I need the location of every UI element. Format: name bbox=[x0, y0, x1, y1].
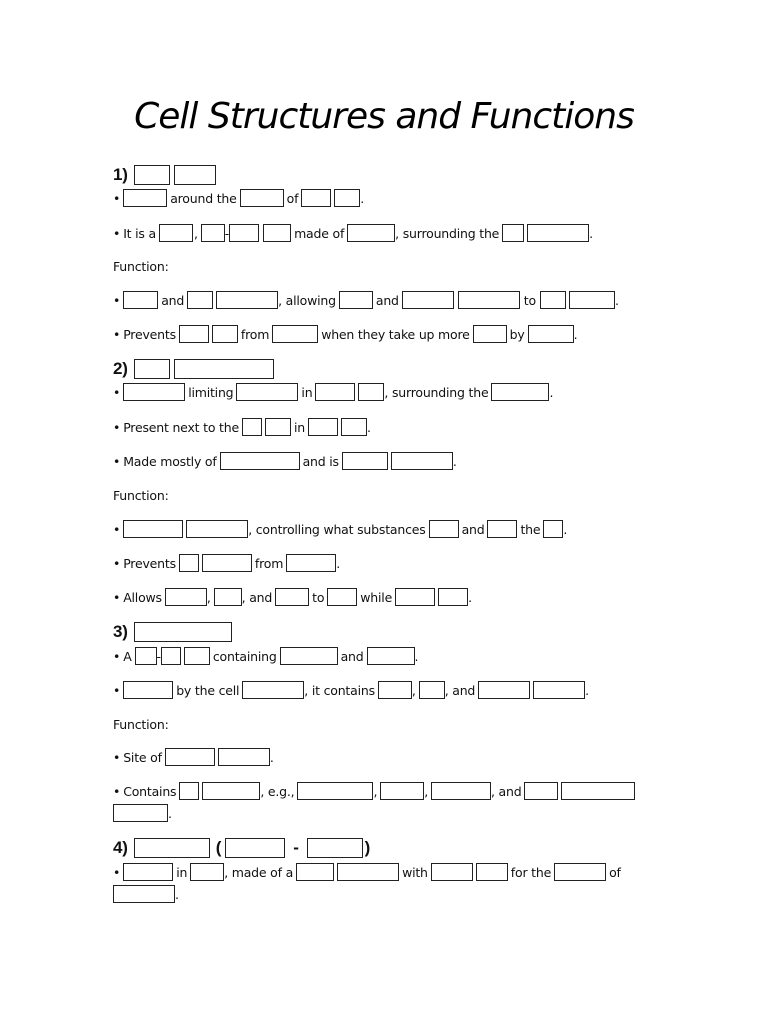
blank[interactable] bbox=[263, 224, 291, 242]
blank[interactable] bbox=[476, 863, 508, 881]
section-number: 4) bbox=[113, 838, 128, 857]
bullet: • bbox=[113, 648, 121, 664]
text: . bbox=[573, 326, 578, 342]
s1-function-1 bbox=[113, 289, 619, 311]
text: , bbox=[206, 589, 211, 605]
text: . bbox=[366, 419, 371, 435]
blank[interactable] bbox=[242, 681, 304, 699]
blank[interactable] bbox=[229, 224, 259, 242]
blank[interactable] bbox=[174, 165, 216, 185]
bullet: • bbox=[113, 326, 121, 342]
blank[interactable] bbox=[214, 588, 242, 606]
text: to bbox=[312, 589, 325, 605]
bullet: • bbox=[113, 419, 121, 435]
blank[interactable] bbox=[431, 782, 491, 800]
text: , allowing bbox=[278, 292, 336, 308]
blank[interactable] bbox=[212, 325, 238, 343]
blank[interactable] bbox=[419, 681, 445, 699]
blank[interactable] bbox=[297, 782, 373, 800]
text: - bbox=[224, 225, 230, 241]
text: Prevents bbox=[123, 555, 176, 571]
blank[interactable] bbox=[179, 325, 209, 343]
bullet: • bbox=[113, 864, 121, 880]
close-paren: ) bbox=[364, 838, 371, 857]
bullet: • bbox=[113, 190, 121, 206]
blank[interactable] bbox=[265, 418, 291, 436]
blank[interactable] bbox=[123, 291, 158, 309]
blank[interactable] bbox=[202, 782, 260, 800]
blank[interactable] bbox=[240, 189, 284, 207]
text: containing bbox=[212, 648, 277, 664]
bullet: • bbox=[113, 292, 121, 308]
text: limiting bbox=[188, 384, 234, 400]
text: . bbox=[589, 225, 593, 241]
blank[interactable] bbox=[487, 520, 517, 538]
section-3-heading bbox=[113, 621, 232, 643]
blank[interactable] bbox=[543, 520, 563, 538]
blank[interactable] bbox=[431, 863, 473, 881]
blank[interactable] bbox=[395, 588, 435, 606]
blank[interactable] bbox=[327, 588, 357, 606]
bullet: • bbox=[113, 589, 121, 605]
blank[interactable] bbox=[123, 863, 173, 881]
blank[interactable] bbox=[524, 782, 558, 800]
section-1-heading bbox=[113, 164, 216, 186]
s2-bullet-2 bbox=[113, 416, 371, 438]
text: Prevents bbox=[123, 326, 176, 342]
blank[interactable] bbox=[134, 838, 210, 858]
blank[interactable] bbox=[458, 291, 520, 309]
s2-function-3 bbox=[113, 586, 472, 608]
bullet: • bbox=[113, 682, 121, 698]
text: , surrounding the bbox=[395, 225, 500, 241]
blank[interactable] bbox=[179, 554, 199, 572]
s1-function-2 bbox=[113, 323, 577, 345]
text: , surrounding the bbox=[384, 384, 489, 400]
text: , and bbox=[241, 589, 273, 605]
text: . bbox=[549, 384, 554, 400]
text: from bbox=[254, 555, 284, 571]
section-number: 1) bbox=[113, 165, 128, 184]
bullet: • bbox=[113, 225, 121, 241]
bullet: • bbox=[113, 521, 121, 537]
blank[interactable] bbox=[113, 885, 175, 903]
blank[interactable] bbox=[123, 520, 183, 538]
text: and is bbox=[302, 453, 339, 469]
s3-bullet-2 bbox=[113, 679, 589, 701]
text: A bbox=[123, 648, 132, 664]
text: . bbox=[360, 190, 365, 206]
s1-bullet-1 bbox=[113, 187, 364, 209]
blank[interactable] bbox=[367, 647, 415, 665]
s4-bullet-1-cont bbox=[113, 883, 179, 905]
text: of bbox=[286, 190, 299, 206]
s2-function-1 bbox=[113, 518, 567, 540]
text: , bbox=[193, 225, 198, 241]
function-label bbox=[113, 255, 169, 277]
text: , it contains bbox=[304, 682, 375, 698]
text: , bbox=[373, 783, 378, 799]
text: , made of a bbox=[224, 864, 294, 880]
blank[interactable] bbox=[184, 647, 210, 665]
blank[interactable] bbox=[179, 782, 199, 800]
function-label bbox=[113, 713, 169, 735]
dash: - bbox=[293, 838, 299, 857]
blank[interactable] bbox=[174, 359, 274, 379]
text: in bbox=[293, 419, 305, 435]
blank[interactable] bbox=[202, 554, 252, 572]
s3-function-2 bbox=[113, 780, 635, 802]
blank[interactable] bbox=[296, 863, 334, 881]
blank[interactable] bbox=[165, 588, 207, 606]
s1-bullet-2 bbox=[113, 222, 593, 244]
section-number: 3) bbox=[113, 622, 128, 641]
text: Site of bbox=[123, 749, 162, 765]
page-title: Cell Structures and Functions bbox=[134, 96, 634, 137]
blank[interactable] bbox=[429, 520, 459, 538]
text: , bbox=[411, 682, 416, 698]
text: with bbox=[402, 864, 428, 880]
text: made of bbox=[294, 225, 345, 241]
blank[interactable] bbox=[220, 452, 300, 470]
text: . bbox=[452, 453, 457, 469]
blank[interactable] bbox=[502, 224, 524, 242]
blank[interactable] bbox=[341, 418, 367, 436]
blank[interactable] bbox=[402, 291, 454, 309]
blank[interactable] bbox=[272, 325, 318, 343]
blank[interactable] bbox=[218, 748, 270, 766]
text: to bbox=[523, 292, 536, 308]
blank[interactable] bbox=[242, 418, 262, 436]
blank[interactable] bbox=[561, 782, 635, 800]
text: . bbox=[414, 648, 419, 664]
text: and bbox=[375, 292, 399, 308]
blank[interactable] bbox=[380, 782, 424, 800]
text: from bbox=[240, 326, 270, 342]
bullet: • bbox=[113, 384, 121, 400]
bullet: • bbox=[113, 749, 121, 765]
blank[interactable] bbox=[161, 647, 181, 665]
text: . bbox=[168, 805, 172, 821]
text: for the bbox=[510, 864, 552, 880]
blank[interactable] bbox=[135, 647, 157, 665]
text: while bbox=[360, 589, 393, 605]
text: and bbox=[461, 521, 485, 537]
blank[interactable] bbox=[123, 383, 185, 401]
text: It is a bbox=[123, 225, 156, 241]
s3-function-1 bbox=[113, 746, 274, 768]
blank[interactable] bbox=[186, 520, 248, 538]
text: . bbox=[563, 521, 568, 537]
text: and bbox=[161, 292, 185, 308]
text: . bbox=[585, 682, 589, 698]
blank[interactable] bbox=[123, 681, 173, 699]
blank[interactable] bbox=[533, 681, 585, 699]
blank[interactable] bbox=[275, 588, 309, 606]
s3-function-2-cont bbox=[113, 802, 172, 824]
text: by the cell bbox=[176, 682, 240, 698]
blank[interactable] bbox=[201, 224, 225, 242]
blank[interactable] bbox=[286, 554, 336, 572]
blank[interactable] bbox=[391, 452, 453, 470]
text: Function: bbox=[113, 487, 169, 503]
text: Present next to the bbox=[123, 419, 239, 435]
text: . bbox=[269, 749, 274, 765]
text: , bbox=[424, 783, 429, 799]
blank[interactable] bbox=[478, 681, 530, 699]
text: . bbox=[336, 555, 340, 571]
bullet: • bbox=[113, 555, 121, 571]
blank[interactable] bbox=[491, 383, 549, 401]
section-4-heading bbox=[113, 837, 374, 859]
blank[interactable] bbox=[527, 224, 589, 242]
blank[interactable] bbox=[236, 383, 298, 401]
blank[interactable] bbox=[334, 189, 360, 207]
blank[interactable] bbox=[134, 165, 170, 185]
text: in bbox=[301, 384, 313, 400]
blank[interactable] bbox=[339, 291, 373, 309]
blank[interactable] bbox=[190, 863, 224, 881]
blank[interactable] bbox=[308, 418, 338, 436]
text: and bbox=[340, 648, 364, 664]
text: the bbox=[520, 521, 541, 537]
bullet: • bbox=[113, 783, 121, 799]
blank[interactable] bbox=[569, 291, 615, 309]
blank[interactable] bbox=[347, 224, 395, 242]
text: . bbox=[614, 292, 619, 308]
text: around the bbox=[170, 190, 237, 206]
blank[interactable] bbox=[540, 291, 566, 309]
blank[interactable] bbox=[134, 359, 170, 379]
section-number: 2) bbox=[113, 359, 128, 378]
text: - bbox=[156, 648, 161, 664]
blank[interactable] bbox=[159, 224, 193, 242]
text: . bbox=[175, 886, 179, 902]
s3-bullet-1 bbox=[113, 645, 418, 667]
s4-bullet-1 bbox=[113, 861, 624, 883]
function-label bbox=[113, 484, 169, 506]
text: , e.g., bbox=[260, 783, 295, 799]
s2-function-2 bbox=[113, 552, 340, 574]
blank[interactable] bbox=[280, 647, 338, 665]
blank[interactable] bbox=[123, 189, 167, 207]
blank[interactable] bbox=[342, 452, 388, 470]
text: , and bbox=[491, 783, 522, 799]
text: when they take up more bbox=[321, 326, 470, 342]
s2-bullet-3 bbox=[113, 450, 457, 472]
text: , controlling what substances bbox=[248, 521, 426, 537]
blank[interactable] bbox=[438, 588, 468, 606]
blank[interactable] bbox=[358, 383, 384, 401]
blank[interactable] bbox=[554, 863, 606, 881]
text: Function: bbox=[113, 258, 169, 274]
section-2-heading bbox=[113, 358, 274, 380]
text: Made mostly of bbox=[123, 453, 217, 469]
blank[interactable] bbox=[307, 838, 363, 858]
blank[interactable] bbox=[315, 383, 355, 401]
blank[interactable] bbox=[134, 622, 232, 642]
blank[interactable] bbox=[337, 863, 399, 881]
text: Function: bbox=[113, 716, 169, 732]
text: in bbox=[176, 864, 188, 880]
text: of bbox=[609, 864, 621, 880]
bullet: • bbox=[113, 453, 121, 469]
blank[interactable] bbox=[187, 291, 213, 309]
blank[interactable] bbox=[378, 681, 412, 699]
blank[interactable] bbox=[301, 189, 331, 207]
text: , and bbox=[444, 682, 476, 698]
text: Contains bbox=[123, 783, 177, 799]
s2-bullet-1 bbox=[113, 381, 553, 403]
blank[interactable] bbox=[473, 325, 507, 343]
text: Allows bbox=[123, 589, 162, 605]
blank[interactable] bbox=[216, 291, 278, 309]
blank[interactable] bbox=[225, 838, 285, 858]
blank[interactable] bbox=[528, 325, 574, 343]
blank[interactable] bbox=[165, 748, 215, 766]
open-paren: ( bbox=[215, 838, 222, 857]
text: . bbox=[468, 589, 472, 605]
text: by bbox=[509, 326, 525, 342]
blank[interactable] bbox=[113, 804, 168, 822]
